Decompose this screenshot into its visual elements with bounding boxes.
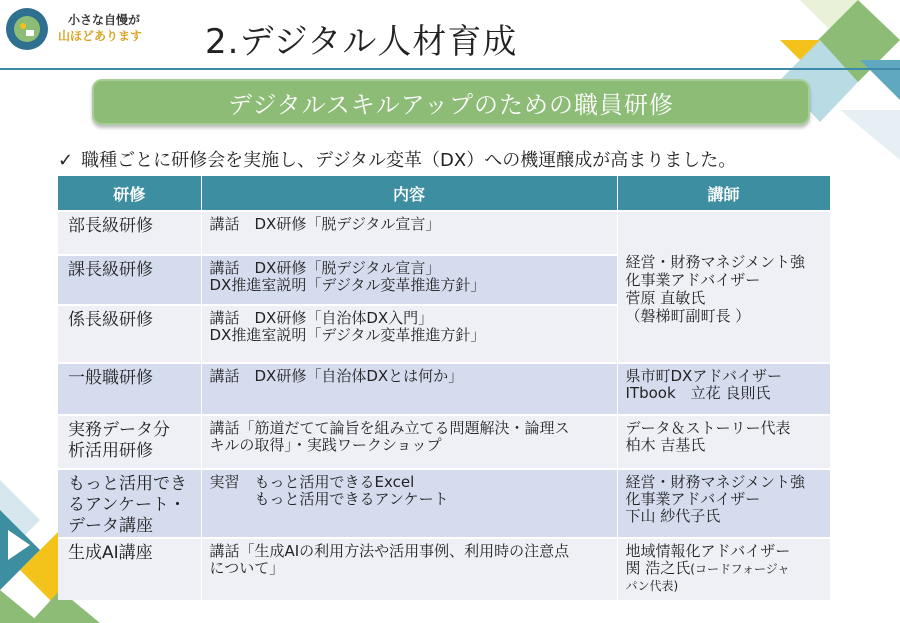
training-content: 講話「生成AIの利用方法や活用事例、利用時の注意点 について」 (201, 538, 617, 600)
town-logo (6, 8, 48, 50)
instructor-cell: 地域情報化アドバイザー 関 浩之氏(コードフォージャ パン代表) (617, 538, 830, 600)
training-name: 一般職研修 (58, 363, 201, 415)
training-name: もっと活用でき るアンケート・ データ講座 (58, 469, 201, 538)
check-icon: ✓ (58, 150, 74, 171)
training-content: 講話 DX研修「脱デジタル宣言」 DX推進室説明「デジタル変革推進方針」 (201, 255, 617, 305)
training-content: 講話 DX研修「自治体DX入門」 DX推進室説明「デジタル変革推進方針」 (201, 305, 617, 363)
header-divider (0, 68, 900, 70)
table-header-row (58, 176, 830, 211)
table-row (58, 469, 830, 538)
lead-sentence: 職種ごとに研修会を実施し、デジタル変革（DX）への機運醸成が高まりました。 (81, 150, 737, 171)
col-header-training: 研修 (58, 176, 201, 211)
training-table (58, 176, 831, 600)
training-content: 講話 DX研修「自治体DXとは何か」 (201, 363, 617, 415)
training-name: 実務データ分 析活用研修 (58, 415, 201, 469)
instructor-cell: データ＆ストーリー代表 柏木 吉基氏 (617, 415, 830, 469)
training-content: 講話 DX研修「脱デジタル宣言」 (201, 211, 617, 255)
training-content: 実習 もっと活用できるExcel もっと活用できるアンケート (201, 469, 617, 538)
instructor-cell: 経営・財務マネジメント強 化事業アドバイザー 菅原 直敏氏 （磐梯町副町長 ） (617, 211, 830, 363)
instructor-cell: 県市町DXアドバイザー ITbook 立花 良則氏 (617, 363, 830, 415)
page-title: 2.デジタル人材育成 (205, 22, 518, 62)
training-name: 部長級研修 (58, 211, 201, 255)
training-name: 課長級研修 (58, 255, 201, 305)
lead-text (58, 146, 736, 172)
table-row (58, 211, 830, 255)
logo-slogan-line1: 小さな自慢が (68, 13, 141, 27)
training-content: 講話「筋道だてて論旨を組み立てる問題解決・論理ス キルの取得」・実践ワークショップ (201, 415, 617, 469)
table-row (58, 363, 830, 415)
logo-slogan (58, 12, 178, 44)
col-header-instructor: 講師 (617, 176, 830, 211)
training-name: 生成AI講座 (58, 538, 201, 600)
training-name: 係長級研修 (58, 305, 201, 363)
instructor-cell: 経営・財務マネジメント強 化事業アドバイザー 下山 紗代子氏 (617, 469, 830, 538)
col-header-content: 内容 (201, 176, 617, 211)
table-row (58, 538, 830, 600)
table-row (58, 415, 830, 469)
section-banner: デジタルスキルアップのための職員研修 (92, 79, 810, 125)
logo-slogan-line2: 山ほどあります (58, 29, 143, 43)
